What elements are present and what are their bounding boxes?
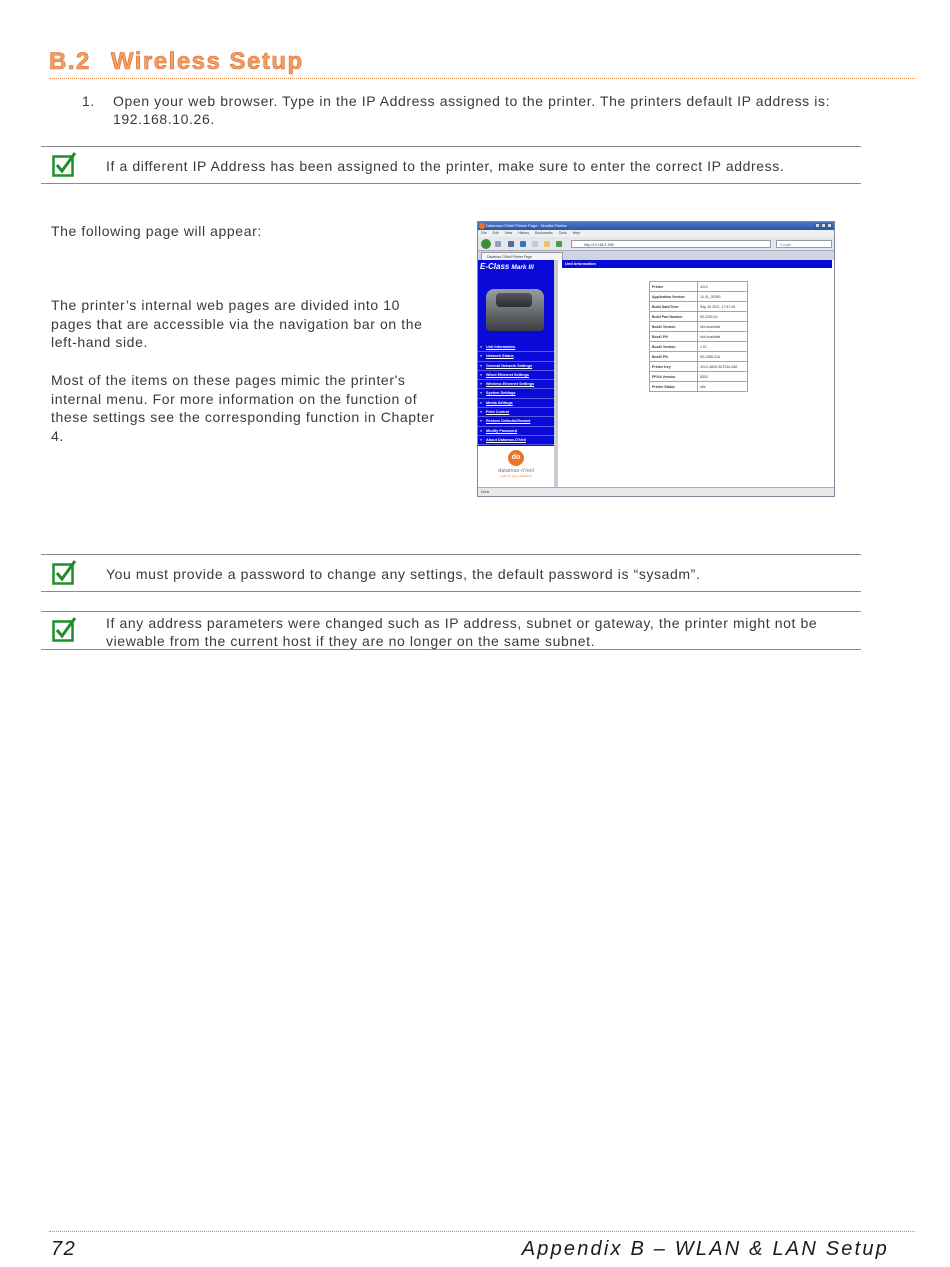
menu-description-paragraph: Most of the items on these pages mimic the printer's internal menu. For more information on the function of these settings see the corresponding function in Chapter 4. <box>51 372 435 445</box>
browser-titlebar <box>478 222 834 230</box>
menu-tools: Tools <box>558 231 567 235</box>
info-key: Boot2 PN <box>650 352 698 362</box>
bookmark-icon <box>544 241 550 247</box>
unit-info-table <box>649 281 748 392</box>
brand-banner <box>478 260 554 273</box>
minimize-icon <box>815 223 820 228</box>
info-key: Application Version <box>650 292 698 302</box>
menu-file: File <box>481 231 487 235</box>
info-row <box>650 372 748 382</box>
menu-history: History <box>518 231 530 235</box>
printer-lid-shape <box>496 293 532 307</box>
reload-icon <box>520 241 526 247</box>
info-value: 1.01 <box>698 342 748 352</box>
info-row <box>650 282 748 292</box>
checkmark-icon <box>52 152 78 178</box>
printer-image <box>478 273 554 343</box>
info-row <box>650 312 748 322</box>
info-value: 4212 <box>698 282 748 292</box>
nav-item-media-settings: » Media Settings <box>478 399 554 408</box>
section-number: B.2 <box>49 48 91 75</box>
menu-view: View <box>504 231 513 235</box>
close-icon <box>827 223 832 228</box>
note-ip-address <box>41 146 861 184</box>
brand-title: E-Class <box>480 262 510 271</box>
info-row <box>650 292 748 302</box>
browser-content <box>478 260 834 489</box>
info-key: Printer Key <box>650 362 698 372</box>
step-text: Open your web browser. Type in the IP Address assigned to the printer. The printers default IP address is: 192.168.10.26. <box>113 93 831 127</box>
logo-mark: do <box>508 450 524 466</box>
nav-description-paragraph: The printer’s internal web pages are divided into 10 pages that are accessible via the navigation bar on the left-hand side. <box>51 297 423 351</box>
nav-item-general-network-settings: » General Network Settings <box>478 362 554 371</box>
info-value: Sep 30 2011, 17:47:49 <box>698 302 748 312</box>
note-password <box>41 554 861 592</box>
unit-info-pane <box>562 260 832 489</box>
checkmark-icon <box>52 617 78 643</box>
intro-paragraph: The following page will appear: <box>51 223 262 239</box>
info-value: Not Available <box>698 322 748 332</box>
note-text: You must provide a password to change any settings, the default password is “sysadm”. <box>106 566 701 582</box>
info-value: 8503 <box>698 372 748 382</box>
info-row <box>650 382 748 392</box>
info-row <box>650 352 748 362</box>
info-value: Idle <box>698 382 748 392</box>
nav-item-modify-password: » Modify Password <box>478 427 554 436</box>
back-icon <box>481 239 491 249</box>
info-value: 4212-VA09-36723A-682 <box>698 362 748 372</box>
note-text: If any address parameters were changed such as IP address, subnet or gateway, the printer might not be viewable from the current host if they are no longer on the same subnet. <box>106 615 818 649</box>
search-box: Google <box>776 240 832 248</box>
info-value: Not Available <box>698 332 748 342</box>
info-value: 83-2250-01 <box>698 312 748 322</box>
info-row <box>650 322 748 332</box>
info-key: Build Part Number <box>650 312 698 322</box>
logo-name: datamax-o'neil <box>498 468 534 474</box>
home-icon <box>556 241 562 247</box>
stop-icon <box>532 241 538 247</box>
logo-tagline: right for your enterprise <box>500 474 532 478</box>
browser-menubar <box>478 230 834 237</box>
browser-tab: Datamax-O'Neil Printer Page <box>481 252 563 260</box>
info-key: Boot1 Version <box>650 322 698 332</box>
nav-item-about: » About Datamax-O'Neil <box>478 436 554 445</box>
window-controls <box>815 223 832 228</box>
printer-nav-list <box>478 343 554 446</box>
nav-item-wireless-ethernet-settings: » Wireless Ethernet Settings <box>478 380 554 389</box>
footer-divider <box>49 1231 915 1232</box>
nav-item-system-settings: » System Settings <box>478 389 554 398</box>
info-key: Boot2 Version <box>650 342 698 352</box>
address-bar: http://10.168.3.198/ <box>571 240 771 248</box>
info-row <box>650 342 748 352</box>
note-text: If a different IP Address has been assigned to the printer, make sure to enter the correct IP address. <box>106 158 785 174</box>
section-title: Wireless Setup <box>110 48 304 75</box>
nav-item-wired-ethernet-settings: » Wired Ethernet Settings <box>478 371 554 380</box>
browser-toolbar <box>478 237 834 251</box>
menu-help: Help <box>572 231 580 235</box>
step-1 <box>82 92 862 128</box>
info-key: FPGA Version <box>650 372 698 382</box>
info-value: 83-1368-01A <box>698 352 748 362</box>
nav-item-unit-information: » Unit Information <box>478 343 554 352</box>
maximize-icon <box>821 223 826 228</box>
printer-web-page-screenshot <box>477 221 835 497</box>
window-title: Datamax-O'Neil Printer Page - Mozilla Firefox <box>486 223 567 228</box>
forward-icon <box>495 241 501 247</box>
panel-title: Unit Information <box>562 260 832 268</box>
section-heading <box>49 48 304 76</box>
info-key: Printer <box>650 282 698 292</box>
info-row <box>650 362 748 372</box>
menu-bookmarks: Bookmarks <box>535 231 553 235</box>
info-key: Printer Status <box>650 382 698 392</box>
info-row <box>650 302 748 312</box>
print-icon <box>508 241 514 247</box>
browser-statusbar: Done <box>478 487 834 496</box>
firefox-icon <box>479 223 485 229</box>
page-number: 72 <box>51 1238 77 1260</box>
menu-edit: Edit <box>492 231 499 235</box>
datamax-logo <box>486 450 546 482</box>
footer-title: Appendix B – WLAN & LAN Setup <box>521 1238 889 1260</box>
info-key: Boot1 PN <box>650 332 698 342</box>
brand-mark: Mark III <box>511 264 534 271</box>
browser-tabbar <box>478 251 834 260</box>
info-key: Build Date/Time <box>650 302 698 312</box>
info-row <box>650 332 748 342</box>
heading-divider <box>49 78 915 79</box>
checkmark-icon <box>52 560 78 586</box>
note-address-parameters <box>41 611 861 650</box>
nav-item-network-status: » Network Status <box>478 352 554 361</box>
printer-nav-pane <box>478 260 558 489</box>
nav-item-print-control: » Print Control <box>478 408 554 417</box>
nav-item-restore-defaults: » Restore Defaults/Restart <box>478 417 554 426</box>
info-value: 10.01_02090 <box>698 292 748 302</box>
step-number: 1. <box>82 93 95 109</box>
